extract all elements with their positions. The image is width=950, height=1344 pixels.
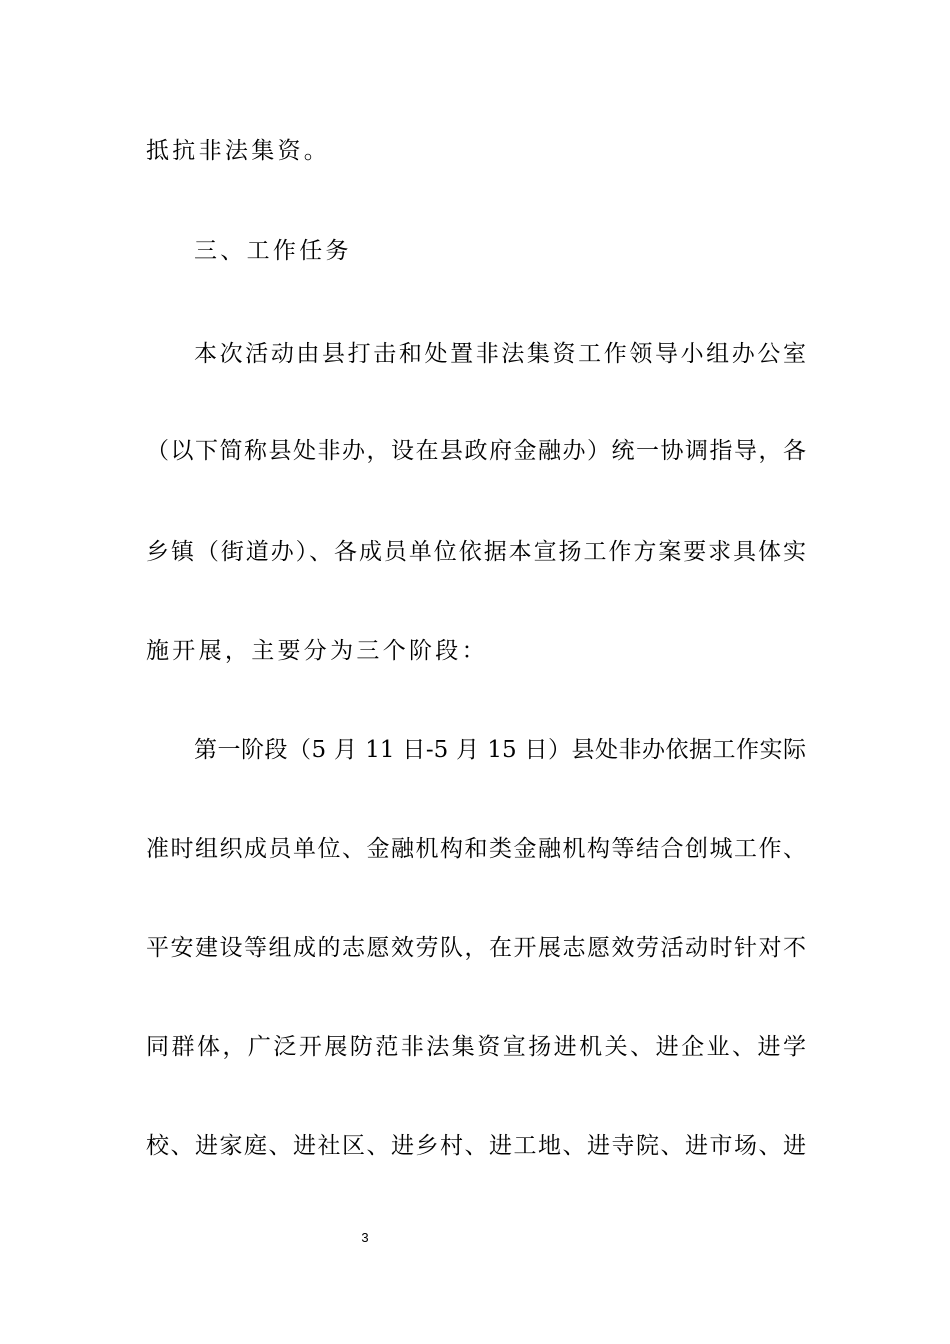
page-number: 3 — [361, 1230, 369, 1245]
paragraph-line: 本次活动由县打击和处置非法集资工作领导小组办公室 — [194, 341, 806, 367]
paragraph-line: 同群体，广泛开展防范非法集资宣扬进机关、进企业、进学 — [146, 1034, 806, 1060]
paragraph-line: 乡镇（街道办）、各成员单位依据本宣扬工作方案要求具体实 — [146, 539, 806, 565]
section-heading: 三、工作任务 — [194, 238, 352, 264]
paragraph-line: 施开展，主要分为三个阶段： — [146, 638, 488, 664]
paragraph-line: 第一阶段（5 月 11 日-5 月 15 日）县处非办依据工作实际 — [194, 737, 806, 763]
paragraph-line: 抵抗非法集资。 — [146, 138, 331, 164]
paragraph-line: 校、进家庭、进社区、进乡村、进工地、进寺院、进市场、进 — [146, 1133, 806, 1159]
paragraph-line: 准时组织成员单位、金融机构和类金融机构等结合创城工作、 — [146, 836, 806, 862]
paragraph-line: （以下简称县处非办，设在县政府金融办）统一协调指导，各 — [146, 438, 806, 464]
paragraph-line: 平安建设等组成的志愿效劳队，在开展志愿效劳活动时针对不 — [146, 935, 806, 961]
